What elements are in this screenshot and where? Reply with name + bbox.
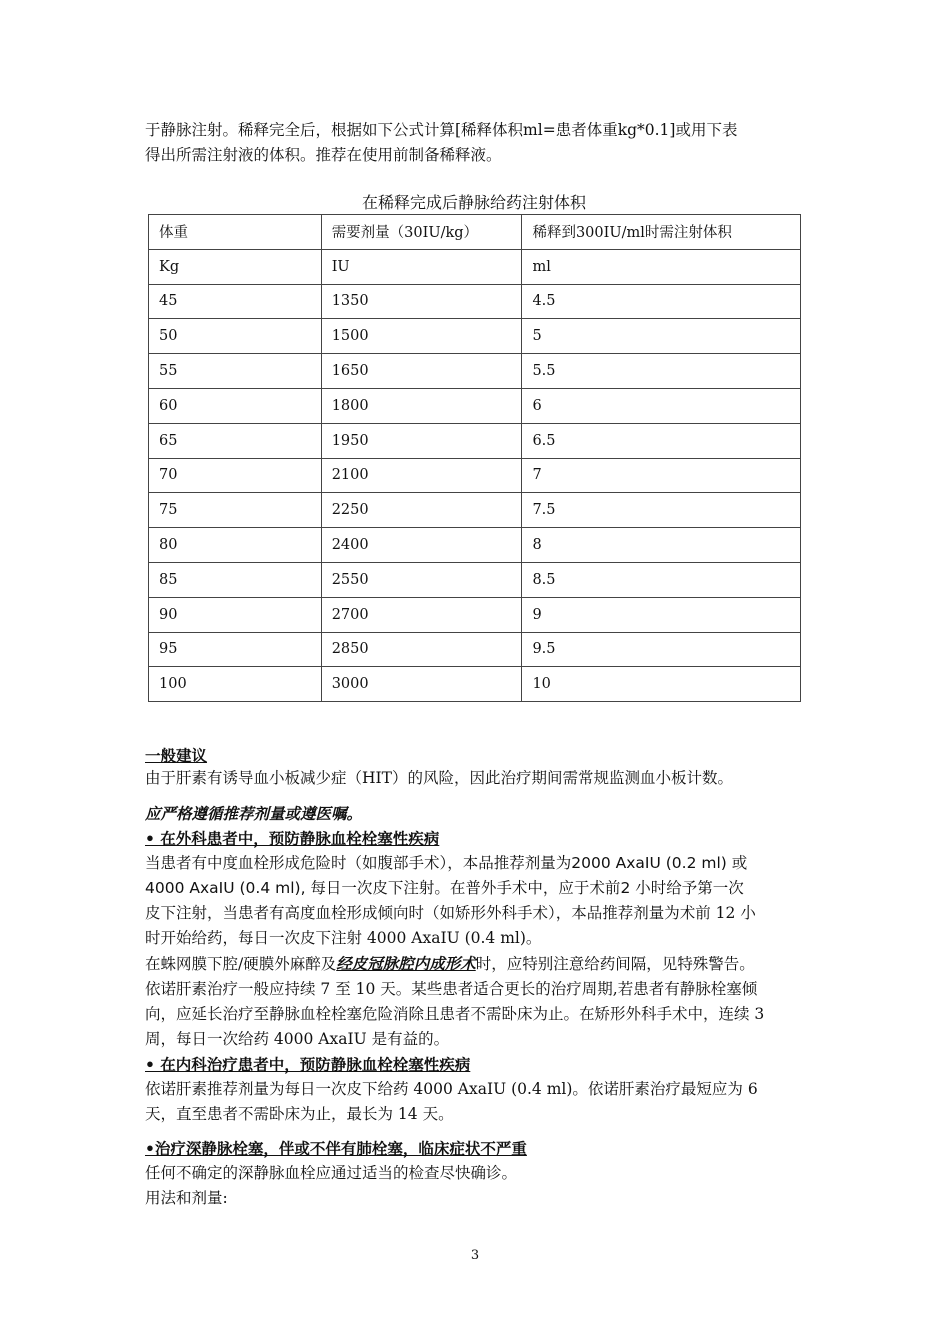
surgical-patients-heading: • 在外科患者中，预防静脉血栓栓塞性疾病 — [145, 829, 440, 848]
table-row — [149, 528, 801, 563]
dose-text: 2000 AxaIU (0.2 ml) 或 — [571, 854, 748, 872]
table-cell: 7 — [522, 458, 801, 493]
table-cell: 8.5 — [522, 562, 801, 597]
text-line: 用法和剂量: — [145, 1189, 228, 1207]
table-cell: 1800 — [321, 388, 522, 423]
text-segment: 每日一次皮下注射。在普外手术中，应于术前 — [305, 879, 621, 897]
unit-cell: Kg — [149, 249, 322, 284]
text-line — [145, 951, 835, 977]
dvt-treatment-heading: •治疗深静脉栓塞，伴或不伴有肺栓塞，临床症状不严重 — [145, 1139, 527, 1158]
text-segment: 2 — [620, 879, 631, 897]
table-cell: 7.5 — [522, 493, 801, 528]
table-row — [149, 562, 801, 597]
table-cell: 1650 — [321, 354, 522, 389]
medical-patients-heading: • 在内科治疗患者中，预防静脉血栓栓塞性疾病 — [145, 1055, 471, 1074]
table-cell: 8 — [522, 528, 801, 563]
table-cell: 65 — [149, 423, 322, 458]
text-segment: 小时给予第一次 — [630, 879, 744, 897]
table-cell: 50 — [149, 319, 322, 354]
table-header-row — [149, 215, 801, 250]
table-cell: 45 — [149, 284, 322, 319]
text-line: 任何不确定的深静脉血栓应通过适当的检查尽快确诊。 — [145, 1164, 518, 1182]
table-cell: 5 — [522, 319, 801, 354]
table-cell: 9 — [522, 597, 801, 632]
table-cell: 6 — [522, 388, 801, 423]
text-line — [145, 876, 835, 901]
table-cell: 2700 — [321, 597, 522, 632]
dosage-table — [148, 214, 801, 702]
table-cell: 2100 — [321, 458, 522, 493]
table-cell: 60 — [149, 388, 322, 423]
general-advice-heading: 一般建议 — [145, 746, 208, 765]
table-cell: 10 — [522, 667, 801, 702]
table-cell: 75 — [149, 493, 322, 528]
dose-text: 4000 AxaIU (0.4 ml), — [145, 879, 306, 897]
table-row — [149, 354, 801, 389]
table-cell: 55 — [149, 354, 322, 389]
text-line: 向，应延长治疗至静脉血栓栓塞危险消除且患者不需卧床为止。在矫形外科手术中，连续 3 — [145, 1005, 765, 1023]
table-row — [149, 388, 801, 423]
text-line: 依诺肝素推荐剂量为每日一次皮下给药 4000 AxaIU (0.4 ml)。依诺肝素治疗最短应为 6 — [145, 1080, 758, 1098]
text-line: 依诺肝素治疗一般应持续 7 至 10 天。某些患者适合更长的治疗周期,若患者有静脉栓塞倾 — [145, 980, 758, 998]
unit-cell: ml — [522, 249, 801, 284]
table-cell: 3000 — [321, 667, 522, 702]
table-cell: 4.5 — [522, 284, 801, 319]
table-cell: 90 — [149, 597, 322, 632]
unit-cell: IU — [321, 249, 522, 284]
table-cell: 95 — [149, 632, 322, 667]
intro-line: 于静脉注射。稀释完全后，根据如下公式计算[稀释体积ml=患者体重kg*0.1]或用下表 — [145, 121, 738, 139]
text-line: 周，每日一次给药 4000 AxaIU 是有益的。 — [145, 1030, 450, 1048]
intro-paragraph — [145, 118, 835, 168]
table-cell: 9.5 — [522, 632, 801, 667]
header-cell: 体重 — [149, 215, 322, 250]
page-number: 3 — [470, 1248, 480, 1263]
table-cell: 5.5 — [522, 354, 801, 389]
table-row — [149, 284, 801, 319]
table-row — [149, 319, 801, 354]
table-cell: 80 — [149, 528, 322, 563]
table-cell: 6.5 — [522, 423, 801, 458]
table-row — [149, 458, 801, 493]
text-line: 皮下注射，当患者有高度血栓形成倾向时（如矫形外科手术），本品推荐剂量为术前 12 小 — [145, 904, 756, 922]
table-cell: 2250 — [321, 493, 522, 528]
strict-dosage-note: 应严格遵循推荐剂量或遵医嘱。 — [145, 804, 363, 823]
table-row — [149, 667, 801, 702]
text-segment: 时，应特别注意给药间隔，见特殊警告。 — [475, 955, 755, 973]
table-cell: 1950 — [321, 423, 522, 458]
general-advice-text: 由于肝素有诱导血小板减少症（HIT）的风险，因此治疗期间需常规监测血小板计数。 — [145, 769, 733, 787]
table-cell: 1500 — [321, 319, 522, 354]
table-row — [149, 597, 801, 632]
text-line: 时开始给药，每日一次皮下注射 4000 AxaIU (0.4 ml)。 — [145, 929, 542, 947]
pci-term: 经皮冠脉腔内成形术 — [336, 954, 476, 973]
table-row — [149, 632, 801, 667]
text-line — [145, 851, 835, 876]
text-line: 天，直至患者不需卧床为止，最长为 14 天。 — [145, 1105, 454, 1123]
table-cell: 100 — [149, 667, 322, 702]
text-segment: 在蛛网膜下腔/硬膜外麻醉及 — [145, 955, 337, 973]
table-cell: 1350 — [321, 284, 522, 319]
medical-patients-text — [145, 1077, 835, 1127]
table-cell: 2400 — [321, 528, 522, 563]
table-cell: 2550 — [321, 562, 522, 597]
header-cell: 稀释到300IU/ml时需注射体积 — [522, 215, 801, 250]
table-cell: 70 — [149, 458, 322, 493]
header-cell: 需要剂量（30IU/kg） — [321, 215, 522, 250]
table-unit-row — [149, 249, 801, 284]
table-caption: 在稀释完成后静脉给药注射体积 — [361, 193, 586, 212]
surgical-patients-text — [145, 851, 835, 1052]
dvt-treatment-text — [145, 1161, 835, 1211]
intro-line: 得出所需注射液的体积。推荐在使用前制备稀释液。 — [145, 146, 502, 164]
table-cell: 2850 — [321, 632, 522, 667]
table-cell: 85 — [149, 562, 322, 597]
table-row — [149, 493, 801, 528]
table-row — [149, 423, 801, 458]
text-segment: 当患者有中度血栓形成危险时（如腹部手术），本品推荐剂量为 — [145, 854, 572, 872]
